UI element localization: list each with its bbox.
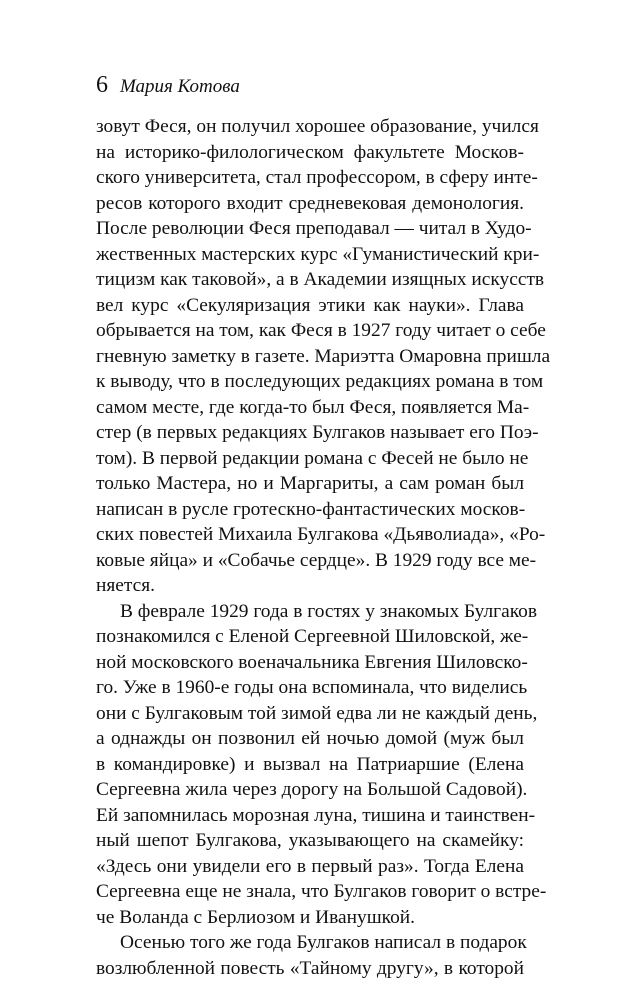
text-line: «Здесь они увидели его в первый раз». Тогда Елена [96, 855, 524, 877]
text-line: Осенью того же года Булгаков написал в подарок [120, 932, 527, 953]
text-line: стер (в первых редакциях Булгаков называет его Поэ- [96, 422, 539, 443]
text-line: ковые яйца» и «Собачье сердце». В 1929 году все ме- [96, 549, 537, 571]
text-line: самом месте, где когда-то был Феся, появляется Ма- [96, 396, 530, 418]
text-line: познакомился с Еленой Сергеевной Шиловской, же- [96, 626, 529, 647]
text-line: ского университета, стал профессором, в сферу инте- [96, 167, 538, 188]
paragraph-p1 [96, 114, 551, 599]
paragraph-p2 [96, 599, 547, 931]
text-line: к выводу, что в последующих редакциях романа в том [96, 371, 544, 392]
text-line: Ей запомнилась морозная луна, тишина и таинствен- [96, 804, 536, 826]
text-line: ной московского военачальника Евгения Шиловско- [96, 651, 528, 673]
page-number: 6 [96, 72, 108, 98]
text-line: В феврале 1929 года в гостях у знакомых Булгаков [120, 600, 538, 622]
text-line: гневную заметку в газете. Мариэтта Омаровна пришла [96, 345, 551, 367]
text-line: жественных мастерских курс «Гуманистический кри- [96, 243, 540, 265]
text-line: зовут Феся, он получил хорошее образование, учился [96, 116, 539, 137]
running-head-author: Мария Котова [120, 76, 240, 97]
text-line: Сергеевна еще не знала, что Булгаков говорит о встре- [96, 881, 547, 902]
text-line: че Воланда с Берлиозом и Иванушкой. [96, 906, 416, 928]
text-line: ских повестей Михаила Булгакова «Дьяволиада», «Ро- [96, 524, 546, 545]
text-line: написан в русле гротескно-фантастических москов- [96, 498, 526, 520]
text-line: обрывается на том, как Феся в 1927 году читает о себе [96, 320, 546, 341]
text-line: тицизм как таковой», а в Академии изящных искусств [96, 269, 545, 290]
paragraph-p3 [96, 930, 527, 981]
text-line: няется. [96, 575, 155, 596]
text-line: Сергеевна жила через дорогу на Большой Садовой). [96, 779, 528, 800]
page-header [96, 70, 240, 100]
text-line: ресов которого входит средневековая демонология. [96, 192, 524, 214]
body-text [96, 114, 551, 981]
text-line: том). В первой редакции романа с Фесей не было не [96, 447, 529, 469]
text-line: в командировке) и вызвал на Патриаршие (Елена [96, 753, 524, 775]
text-line: возлюбленной повесть «Тайному другу», в которой [96, 957, 524, 979]
text-line: они с Булгаковым той зимой едва ли не каждый день, [96, 702, 538, 724]
text-line: только Мастера, но и Маргариты, а сам роман был [96, 473, 524, 494]
text-line: го. Уже в 1960-е годы она вспоминала, что виделись [96, 677, 528, 698]
text-line: а однажды он позвонил ей ночью домой (муж был [96, 728, 524, 749]
text-line: на историко-филологическом факультете Москов- [96, 141, 524, 163]
text-line: ный шепот Булгакова, указывающего на скамейку: [96, 830, 524, 851]
text-line: вел курс «Секуляризация этики как науки». Глава [96, 294, 524, 316]
text-line: После революции Феся преподавал — читал в Худо- [96, 218, 532, 239]
